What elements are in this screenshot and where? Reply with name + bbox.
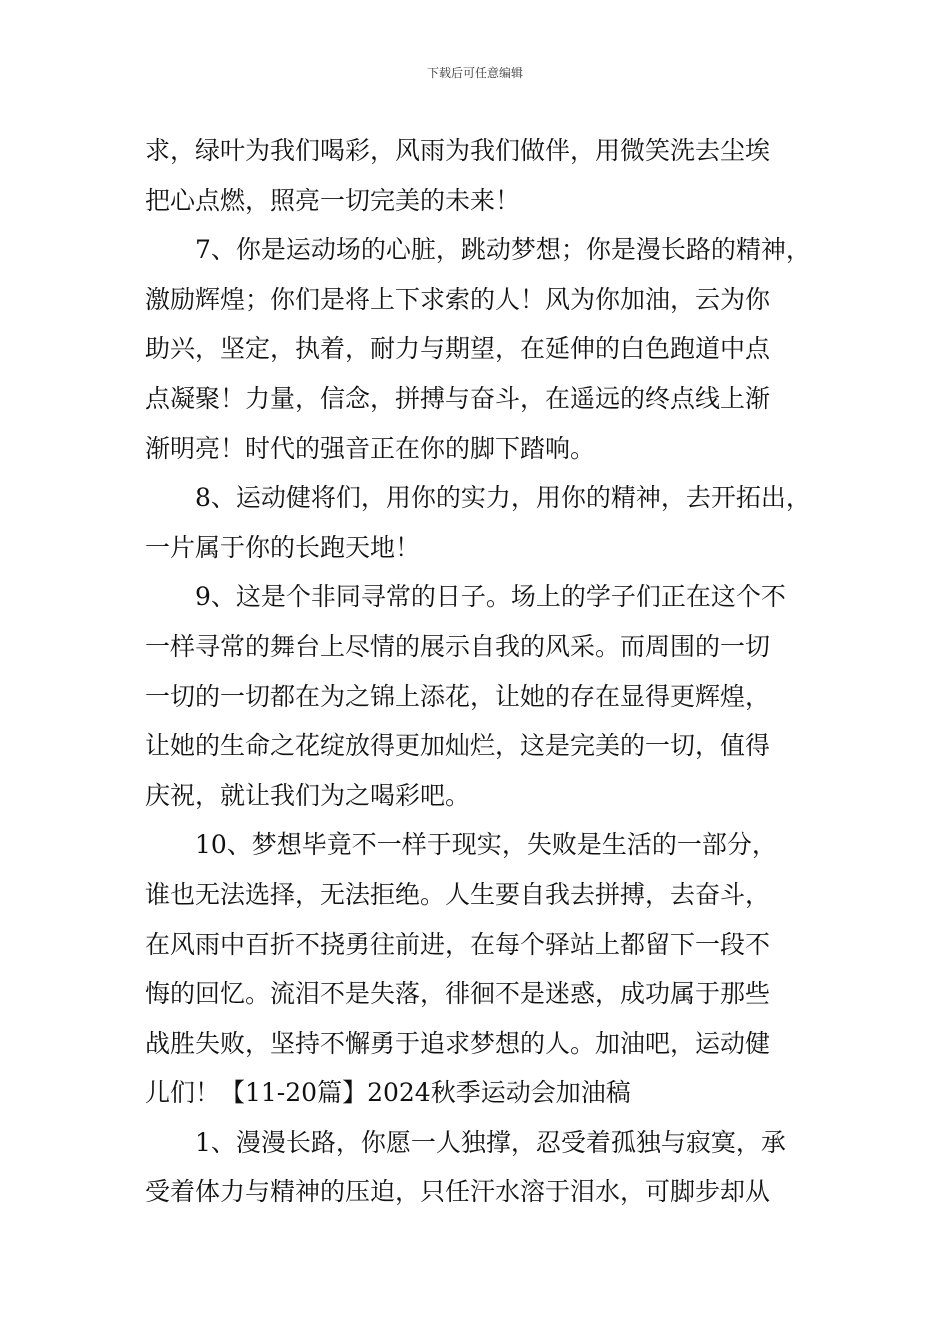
text-line: 让她的生命之花绽放得更加灿烂，这是完美的一切，值得 bbox=[145, 731, 771, 761]
text-line: 一切的一切都在为之锦上添花，让她的存在显得更辉煌， bbox=[145, 681, 771, 711]
paragraph-start-line: 9、这是个非同寻常的日子。场上的学子们正在这个不 bbox=[195, 582, 786, 612]
text-line: 谁也无法选择，无法拒绝。人生要自我去拼搏，去奋斗， bbox=[145, 879, 771, 909]
text-line: 在风雨中百折不挠勇往前进，在每个驿站上都留下一段不 bbox=[145, 929, 771, 959]
text-line: 悔的回忆。流泪不是失落，徘徊不是迷惑，成功属于那些 bbox=[145, 979, 771, 1009]
text-line: 战胜失败，坚持不懈勇于追求梦想的人。加油吧，运动健 bbox=[145, 1028, 771, 1058]
paragraph-start-line: 1、漫漫长路，你愿一人独撑，忍受着孤独与寂寞，承 bbox=[195, 1127, 786, 1157]
paragraph-start-line: 10、梦想毕竟不一样于现实，失败是生活的一部分， bbox=[195, 830, 777, 860]
text-line: 儿们！【11-20篇】2024秋季运动会加油稿 bbox=[145, 1078, 631, 1108]
text-line: 求，绿叶为我们喝彩，风雨为我们做伴，用微笑洗去尘埃 bbox=[145, 136, 771, 165]
text-line: 一片属于你的长跑天地！ bbox=[145, 532, 421, 562]
text-line: 激励辉煌；你们是将上下求索的人！风为你加油，云为你 bbox=[145, 284, 771, 314]
text-line: 一样寻常的舞台上尽情的展示自我的风采。而周围的一切 bbox=[145, 631, 771, 661]
paragraph-start-line: 7、你是运动场的心脏，跳动梦想；你是漫长路的精神， bbox=[195, 235, 811, 265]
text-line: 庆祝，就让我们为之喝彩吧。 bbox=[145, 780, 471, 810]
text-line: 受着体力与精神的压迫，只任汗水溶于泪水，可脚步却从 bbox=[145, 1177, 771, 1207]
document-body bbox=[145, 126, 835, 1217]
page-header: 下载后可任意编辑 bbox=[426, 66, 523, 80]
text-line: 点凝聚！力量，信念，拼搏与奋斗，在遥远的终点线上渐 bbox=[145, 383, 771, 413]
text-line: 助兴，坚定，执着，耐力与期望，在延伸的白色跑道中点 bbox=[145, 334, 771, 364]
paragraph-start-line: 8、运动健将们，用你的实力，用你的精神，去开拓出， bbox=[195, 483, 811, 513]
text-line: 渐明亮！时代的强音正在你的脚下踏响。 bbox=[145, 433, 596, 463]
text-line: 把心点燃，照亮一切完美的未来！ bbox=[145, 185, 521, 215]
